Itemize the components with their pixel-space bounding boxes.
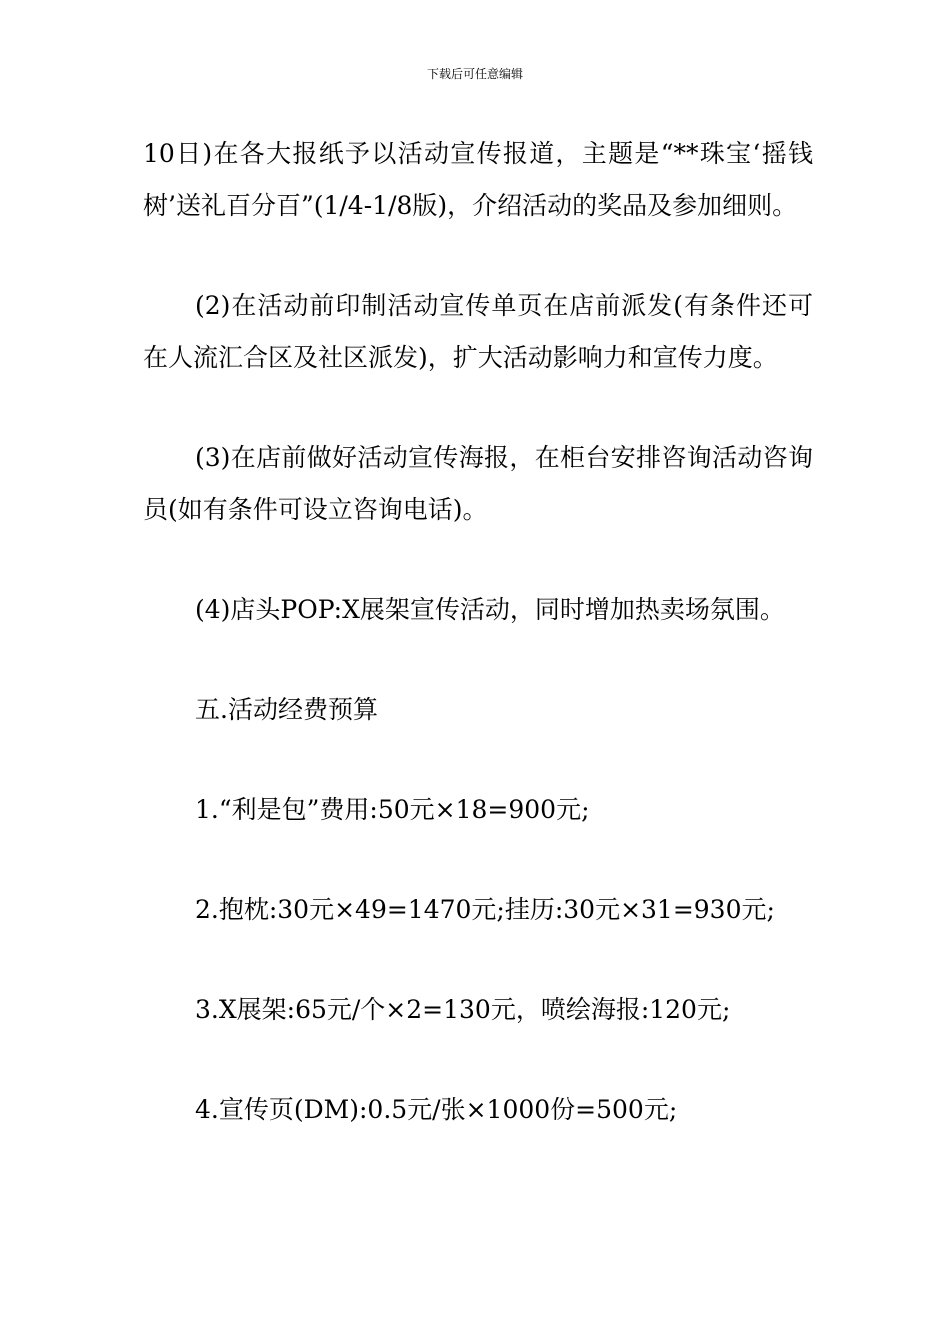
- budget-item-red-envelope: 1.“利是包”费用:50元×18=900元;: [195, 795, 590, 824]
- budget-item-display-poster: 3.X展架:65元/个×2=130元，喷绘海报:120元;: [195, 995, 731, 1024]
- document-body: [143, 128, 813, 1136]
- paragraph-pop-display: (4)店头POP:X展架宣传活动，同时增加热卖场氛围。: [195, 595, 785, 624]
- paragraph-flyer-distribution: (2)在活动前印制活动宣传单页在店前派发(有条件还可在人流汇合区及社区派发)，扩大活动影响力和宣传力度。: [143, 291, 813, 372]
- paragraph-newspaper-promotion: 10日)在各大报纸予以活动宣传报道，主题是“**珠宝‘摇钱树’送礼百分百”(1/4-1/8版)，介绍活动的奖品及参加细则。: [143, 139, 813, 220]
- budget-item-flyer: 4.宣传页(DM):0.5元/张×1000份=500元;: [195, 1095, 678, 1124]
- paragraph-store-poster: (3)在店前做好活动宣传海报，在柜台安排咨询活动咨询员(如有条件可设立咨询电话)。: [143, 443, 813, 524]
- budget-item-pillow-calendar: 2.抱枕:30元×49=1470元;挂历:30元×31=930元;: [195, 895, 775, 924]
- section-heading-budget: 五.活动经费预算: [195, 695, 378, 724]
- header-note: 下载后可任意编辑: [426, 67, 523, 81]
